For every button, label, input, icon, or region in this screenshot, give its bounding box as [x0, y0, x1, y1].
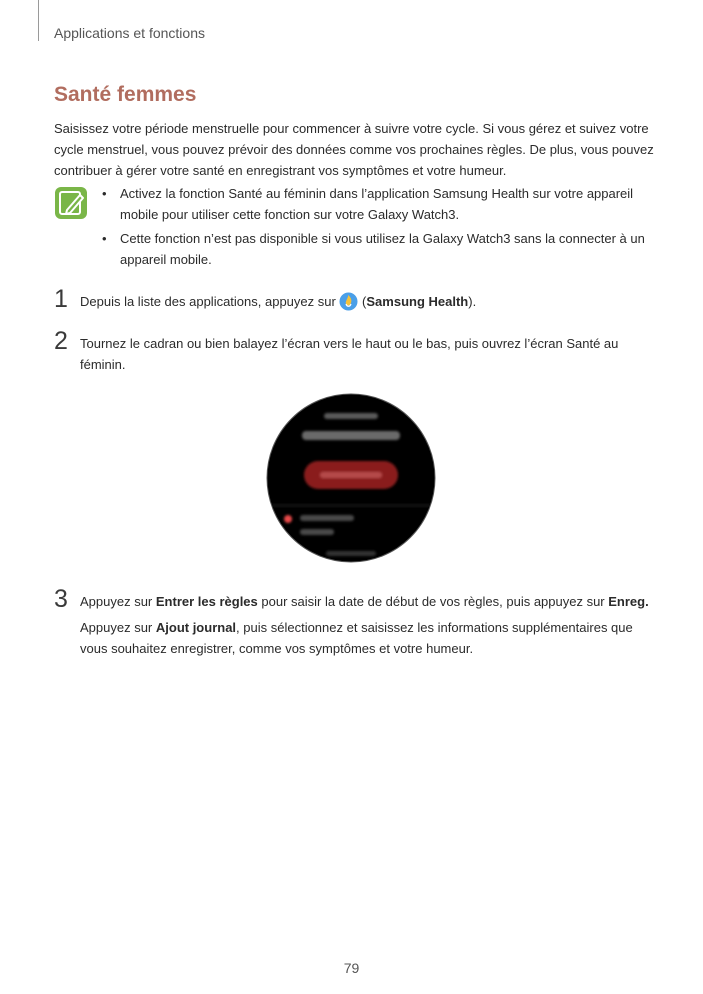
note-item: • Activez la fonction Santé au féminin dans l’application Samsung Health sur votre appareil mobile pour utiliser cette fonction sur votre Galaxy Watch3.: [102, 186, 634, 222]
step-text: Tournez le cadran ou bien balayez l’écran vers le haut ou le bas, puis ouvrez l’écran Santé au féminin.: [80, 336, 619, 372]
step-number: 1: [54, 285, 68, 313]
page-title: Santé femmes: [54, 83, 197, 106]
step-1: [54, 285, 654, 313]
intro-paragraph: Saisissez votre période menstruelle pour commencer à suivre votre cycle. Si vous gérez et suivez votre cycle menstruel, vous pouvez prévoir des données comme vos prochaines règles. De plus, vous pouvez contribuer à gérer votre santé en enregistrant vos symptômes et votre humeur.: [54, 121, 654, 178]
step-3: [54, 585, 654, 659]
section-header: Applications et fonctions: [54, 25, 205, 41]
step-text-continuation: Appuyez sur Ajout journal, puis sélectionnez et saisissez les informations supplémentaires que vous souhaitez enregistrer, comme vos symptômes et votre humeur.: [80, 620, 633, 656]
watch-screen-illustration: [266, 393, 436, 563]
step-text: Appuyez sur Entrer les règles pour saisir la date de début de vos règles, puis appuyez sur Enreg.: [80, 594, 649, 609]
page-number: 79: [343, 960, 360, 976]
pencil-note-icon: [54, 186, 88, 220]
step-number: 2: [54, 327, 68, 355]
notes-list: [100, 183, 660, 273]
samsung-health-icon: [339, 292, 358, 311]
header-divider: [38, 0, 39, 41]
step-number: 3: [54, 585, 68, 613]
note-item: • Cette fonction n’est pas disponible si vous utilisez la Galaxy Watch3 sans la connecter à un appareil mobile.: [102, 231, 645, 267]
step-2: [54, 327, 654, 375]
step-text: Depuis la liste des applications, appuyez sur (Samsung Health).: [80, 294, 477, 309]
